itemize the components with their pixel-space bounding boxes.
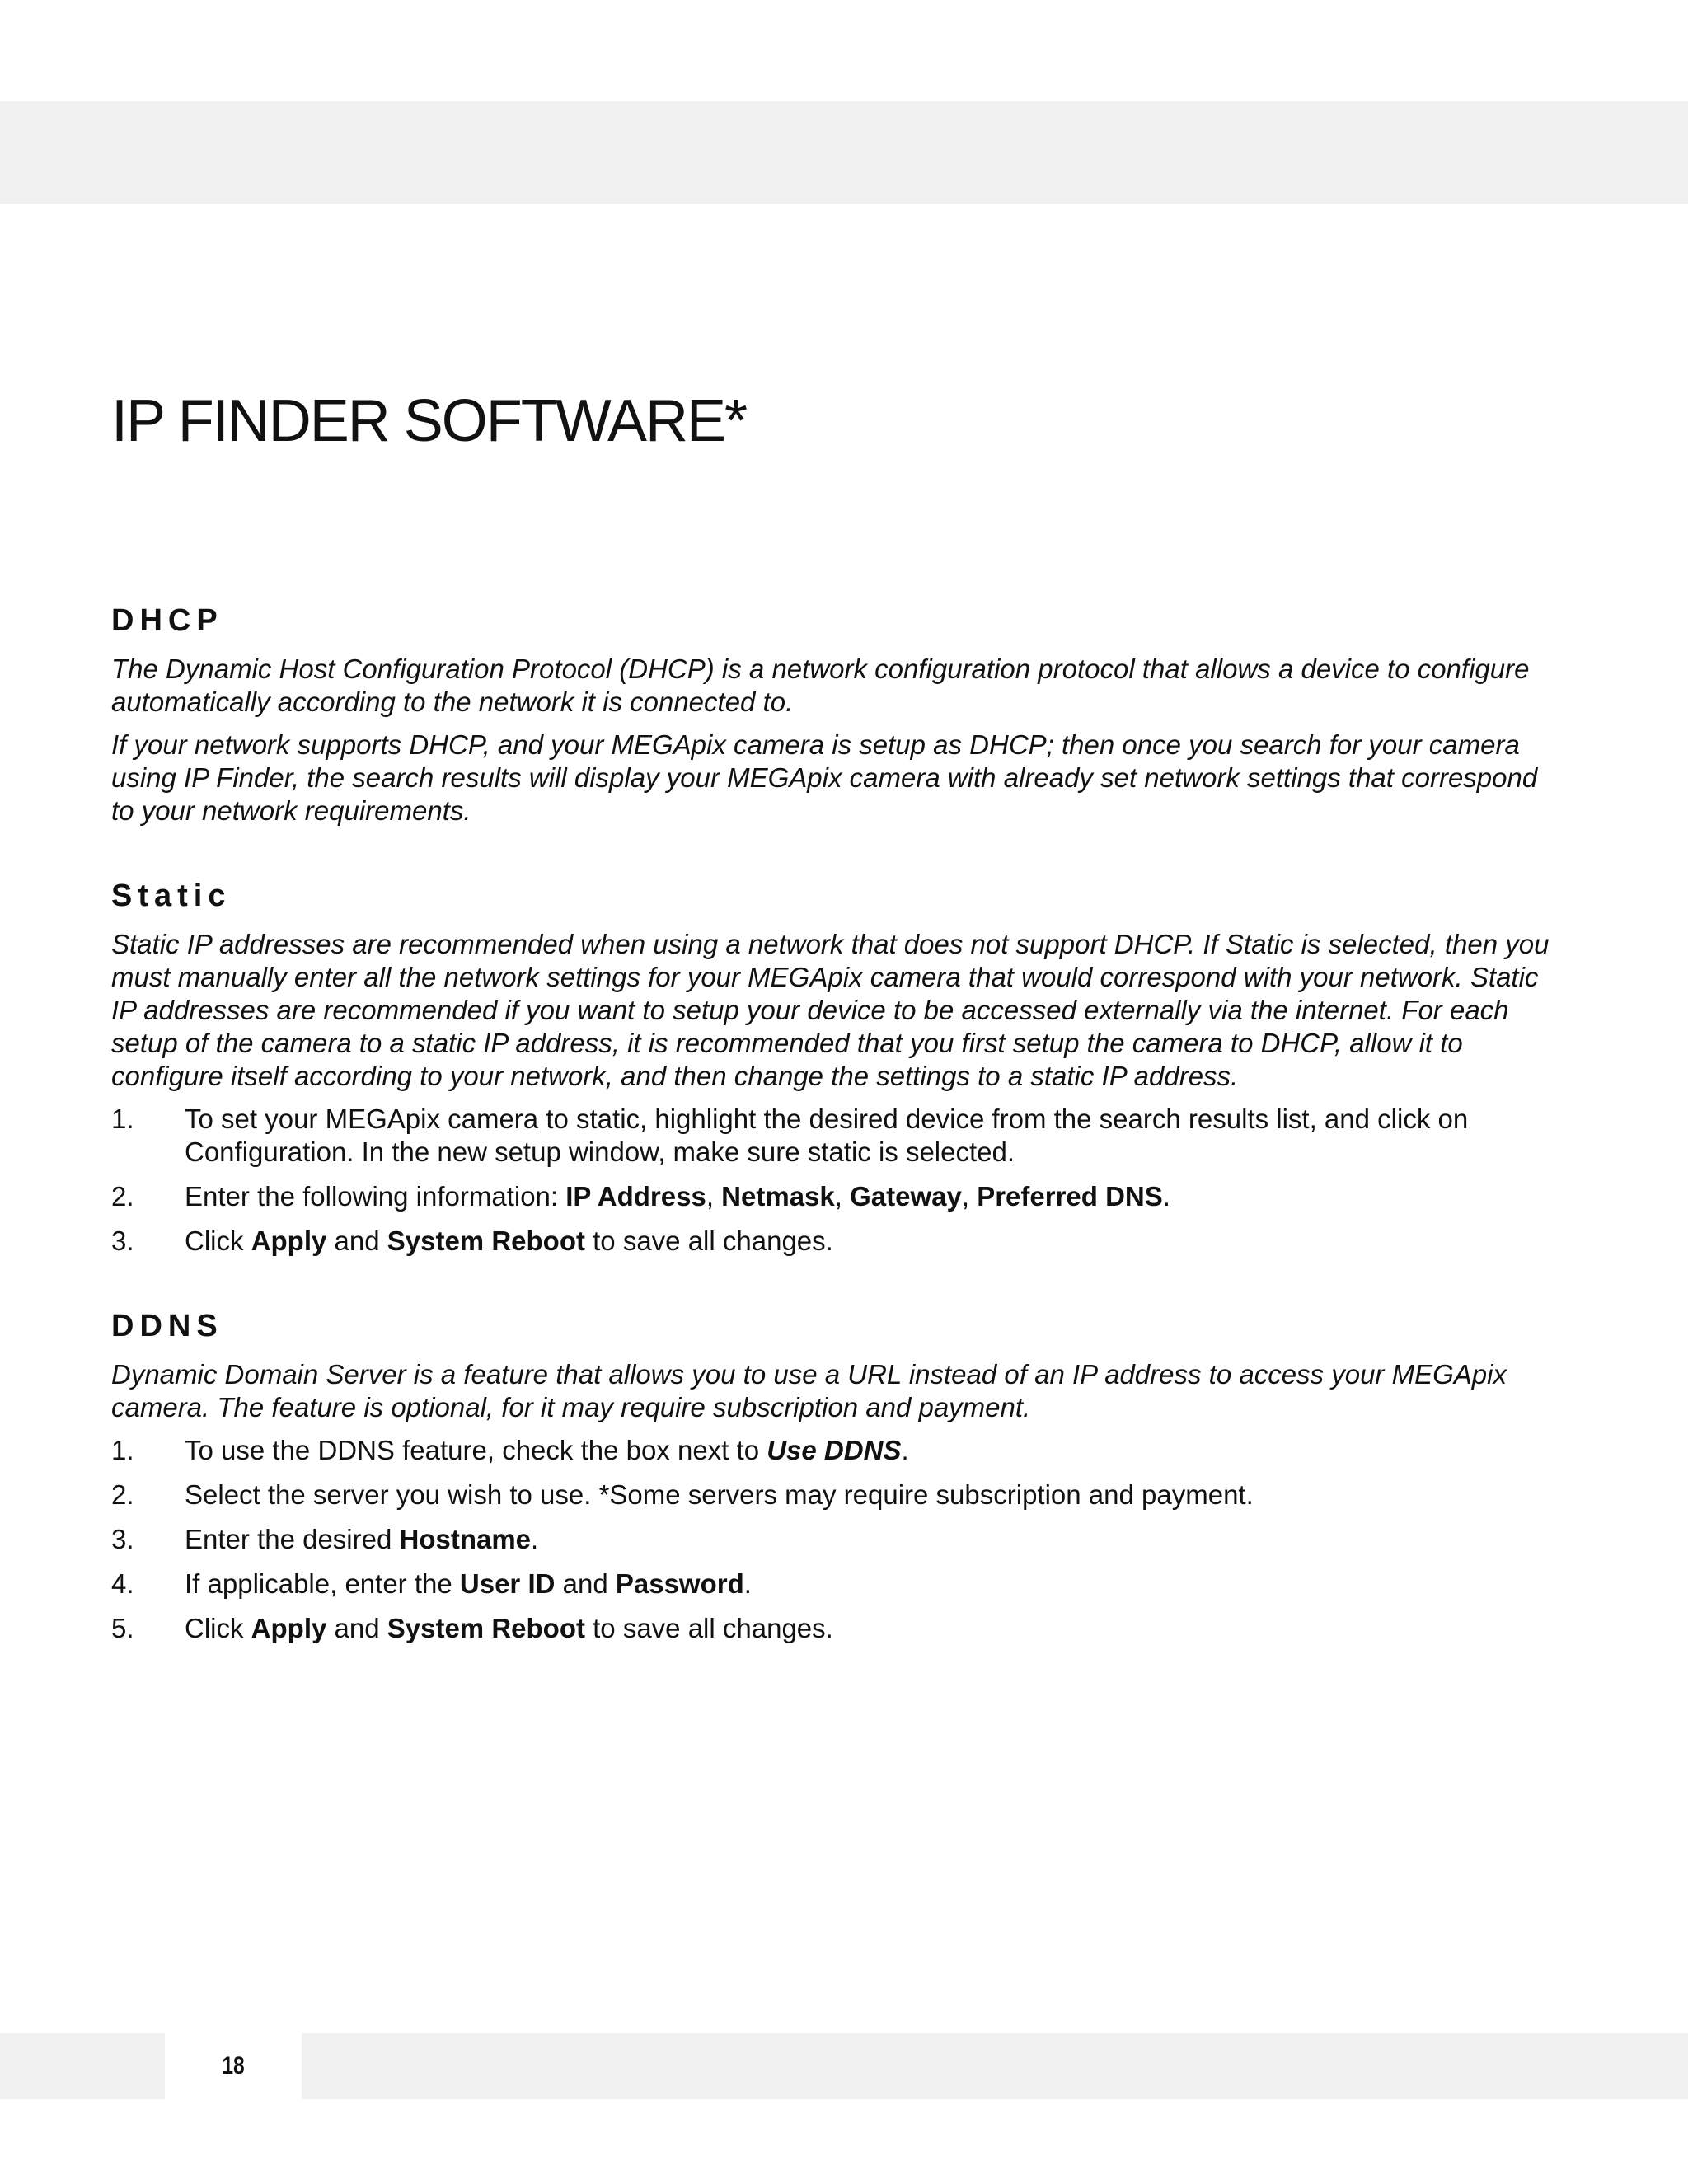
list-number: 5. [111,1613,134,1643]
text-fragment: If applicable, enter the [185,1568,460,1599]
section-heading-ddns: DDNS [111,1309,223,1343]
list-text: To set your MEGApix camera to static, highlight the desired device from the search results list, and click on Configuration. In the new setup window, make sure static is selected. [185,1104,1469,1167]
text-fragment: , [834,1181,851,1212]
list-number: 1. [111,1104,134,1134]
term-system-reboot: System Reboot [387,1613,585,1643]
list-text [185,1434,1562,1467]
ddns-paragraph: Dynamic Domain Server is a feature that allows you to use a URL instead of an IP address to access your MEGApix camera. The feature is optional, for it may require subscription and payment. [111,1359,1507,1422]
term-hostname: Hostname [399,1524,532,1554]
page-title: IP FINDER SOFTWARE* [111,388,747,454]
header-band [0,101,1688,204]
text-fragment: . [1162,1181,1170,1212]
list-text [185,1180,1562,1213]
list-item [111,1103,1562,1169]
term-gateway: Gateway [850,1181,962,1212]
list-item [111,1180,1562,1213]
list-text [185,1568,1562,1601]
static-steps-list [111,1103,1562,1258]
term-apply: Apply [251,1226,327,1256]
list-number: 2. [111,1181,134,1212]
term-password: Password [615,1568,744,1599]
footer-band-left [0,2033,165,2099]
list-item [111,1523,1562,1556]
text-fragment: Click [185,1226,251,1256]
list-item [111,1568,1562,1601]
list-item [111,1612,1562,1645]
list-number: 3. [111,1524,134,1554]
term-use-ddns: Use DDNS [767,1435,902,1465]
term-ip-address: IP Address [565,1181,706,1212]
section-heading-dhcp: DHCP [111,603,223,638]
list-text [185,1523,1562,1556]
term-preferred-dns: Preferred DNS [977,1181,1163,1212]
list-item [111,1434,1562,1467]
text-fragment: . [743,1568,752,1599]
ddns-steps-list [111,1434,1562,1645]
term-apply: Apply [251,1613,327,1643]
text-fragment: . [531,1524,539,1554]
term-system-reboot: System Reboot [387,1226,585,1256]
list-text [185,1612,1562,1645]
text-fragment: To use the DDNS feature, check the box next to [185,1435,767,1465]
text-fragment: and [555,1568,616,1599]
list-item [111,1225,1562,1258]
page-number: 18 [222,2052,245,2079]
term-user-id: User ID [459,1568,556,1599]
list-number: 2. [111,1479,134,1510]
page-content [111,384,1562,1657]
list-item [111,1479,1562,1511]
list-number: 4. [111,1568,134,1599]
text-fragment: Enter the following information: [185,1181,566,1212]
list-text [185,1225,1562,1258]
list-number: 3. [111,1226,134,1256]
text-fragment: , [961,1181,978,1212]
footer-band-right [302,2033,1688,2099]
text-fragment: to save all changes. [584,1613,833,1643]
text-fragment: to save all changes. [584,1226,833,1256]
term-netmask: Netmask [721,1181,835,1212]
text-fragment: . [901,1435,909,1465]
text-fragment: and [326,1226,387,1256]
section-heading-static: Static [111,879,232,913]
list-number: 1. [111,1435,134,1465]
text-fragment: , [706,1181,722,1212]
dhcp-paragraph-2: If your network supports DHCP, and your MEGApix camera is setup as DHCP; then once you search for your camera using IP Finder, the search results will display your MEGApix camera with already set network settings that correspond to your network requirements. [111,729,1538,826]
static-paragraph: Static IP addresses are recommended when using a network that does not support DHCP. If Static is selected, then you must manually enter all the network settings for your MEGApix camera that would correspond with your network. Static IP addresses are recommended if you want to setup your device to be accessed externally via the internet. For each setup of the camera to a static IP address, it is recommended that you first setup the camera to DHCP, allow it to configure itself according to your network, and then change the settings to a static IP address. [111,929,1550,1091]
text-fragment: Click [185,1613,251,1643]
dhcp-paragraph-1: The Dynamic Host Configuration Protocol (DHCP) is a network configuration protocol that allows a device to configure automatically according to the network it is connected to. [111,654,1530,717]
text-fragment: and [326,1613,387,1643]
text-fragment: Enter the desired [185,1524,400,1554]
list-text: Select the server you wish to use. *Some servers may require subscription and payment. [185,1479,1254,1510]
